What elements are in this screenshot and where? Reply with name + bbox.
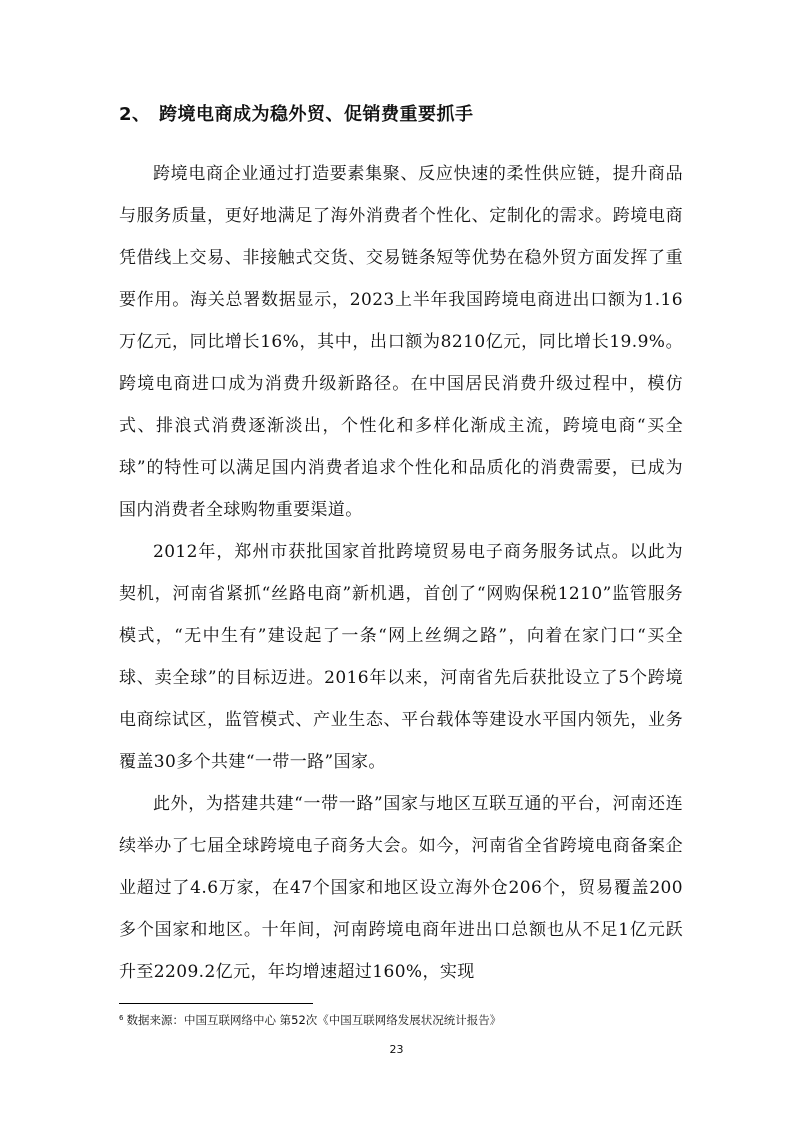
page-number: 23 — [389, 1043, 404, 1056]
footnote — [119, 1010, 501, 1028]
paragraph-1-block — [119, 153, 683, 531]
footnote-divider — [119, 1003, 313, 1004]
section-heading — [119, 100, 679, 130]
paragraph-2-block — [119, 531, 683, 783]
paragraph-3-block — [119, 783, 683, 993]
paragraph: 此外，为搭建共建“一带一路”国家与地区互联互通的平台，河南还连续举办了七届全球跨境电子商务大会。如今，河南省全省跨境电商备案企业超过了4.6万家，在47个国家和地区设立海外仓206个，贸易覆盖200多个国家和地区。十年间，河南跨境电商年进出口总额也从不足1亿元跃升至2209.2亿元，年均增速超过160%，实现 — [119, 794, 683, 982]
paragraph: 2012年，郑州市获批国家首批跨境贸易电子商务服务试点。以此为契机，河南省紧抓“丝路电商”新机遇，首创了“网购保税1210”监管服务模式，“无中生有”建设起了一条“网上丝绸之路”，向着在家门口“买全球、卖全球”的目标迈进。2016年以来，河南省先后获批设立了5个跨境电商综试区，监管模式、产业生态、平台载体等建设水平国内领先，业务覆盖30多个共建“一带一路”国家。 — [119, 542, 683, 772]
footnote-text: 数据来源：中国互联网络中心 第52次《中国互联网络发展状况统计报告》 — [126, 1013, 502, 1027]
section-title: 跨境电商成为稳外贸、促销费重要抓手 — [159, 104, 474, 125]
footnote-marker: 6 — [119, 1014, 124, 1022]
paragraph: 跨境电商企业通过打造要素集聚、反应快速的柔性供应链，提升商品与服务质量，更好地满足了海外消费者个性化、定制化的需求。跨境电商凭借线上交易、非接触式交货、交易链条短等优势在稳外贸方面发挥了重要作用。海关总署数据显示，2023上半年我国跨境电商进出口额为1.16万亿元，同比增长16%，其中，出口额为8210亿元，同比增长19.9%。跨境电商进口成为消费升级新路径。在中国居民消费升级过程中，模仿式、排浪式消费逐渐淡出，个性化和多样化渐成主流，跨境电商“买全球”的特性可以满足国内消费者追求个性化和品质化的消费需要，已成为国内消费者全球购物重要渠道。 — [119, 164, 683, 520]
section-number: 2、 — [119, 104, 151, 125]
